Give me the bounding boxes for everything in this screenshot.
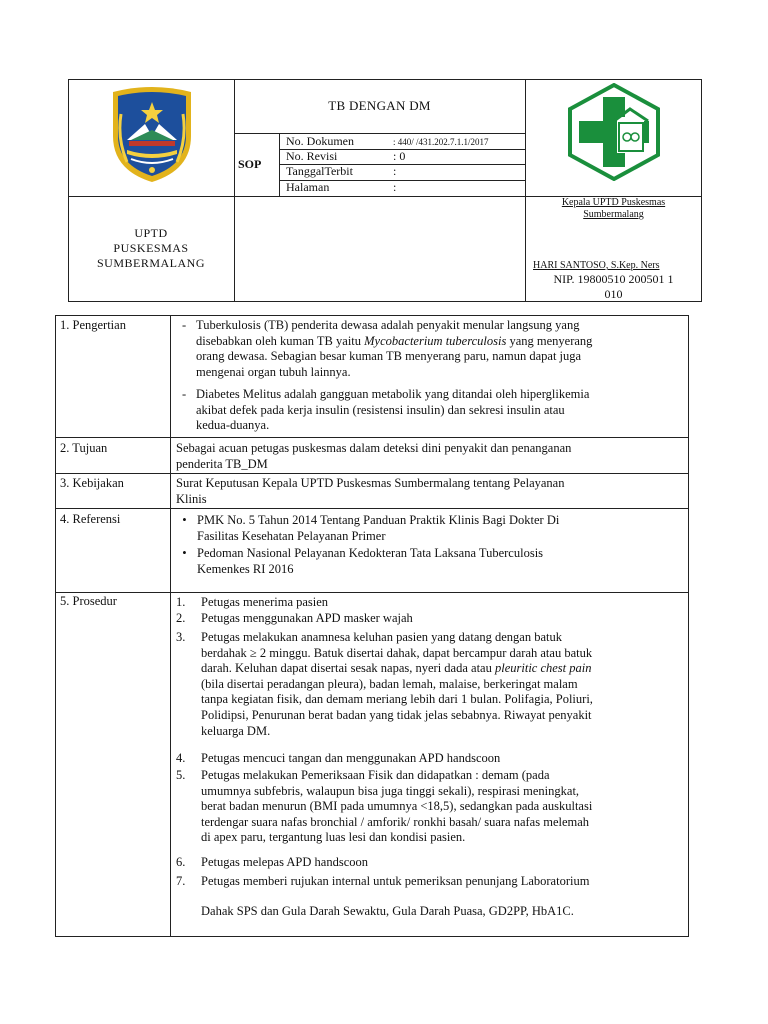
section-label-tujuan: 2. Tujuan <box>60 441 108 455</box>
referensi-item <box>172 546 684 577</box>
header-divider <box>525 79 526 302</box>
approver-nip-line: 010 <box>604 287 623 301</box>
step-number: 4. <box>176 751 186 765</box>
bullet-marker: • <box>182 513 187 527</box>
section-label-prosedur: 5. Prosedur <box>60 594 117 608</box>
text-line: berdahak ≥ 2 minggu. Batuk disertai dahak, dapat bercampur darah atau batuk <box>201 645 593 660</box>
text-line: Pedoman Nasional Pelayanan Kedokteran Tata Laksana Tuberculosis <box>197 546 544 560</box>
text-line: mengenai organ tubuh lainnya. <box>196 364 351 379</box>
text-line: Polidipsi, Penurunan berat badan yang tidak jelas sebabnya. Riwayat penyakit <box>201 707 592 722</box>
text-line: orang dewasa. Sebagian besar kuman TB menyerang paru, namun dapat juga <box>196 349 582 364</box>
text-line: PMK No. 5 Tahun 2014 Tentang Panduan Praktik Klinis Bagi Dokter Di <box>197 513 560 527</box>
tujuan-text <box>176 441 684 472</box>
organization-line: PUSKESMAS <box>113 241 189 255</box>
text-line: Petugas menggunakan APD masker wajah <box>201 611 413 625</box>
meta-label: No. Dokumen <box>286 134 354 148</box>
pengertian-item <box>176 318 684 380</box>
organization-line: SUMBERMALANG <box>96 256 205 270</box>
procedure-step <box>176 768 684 846</box>
text-line: akibat defek pada kerja insulin (resistensi insulin) dan sekresi insulin atau <box>196 402 565 417</box>
section-label-pengertian: 1. Pengertian <box>60 318 126 332</box>
text-line: disebabkan oleh kuman TB yaitu Mycobacterium tuberculosis yang menyerang <box>196 333 593 348</box>
text-line: Petugas menerima pasien <box>201 595 329 609</box>
procedure-step <box>176 874 684 919</box>
step-number: 7. <box>176 874 186 888</box>
approver-name: HARI SANTOSO, S.Kep. Ners <box>533 260 660 271</box>
meta-value: : <box>393 180 397 194</box>
meta-value: : 0 <box>393 149 406 163</box>
procedure-step <box>176 751 684 767</box>
approver-title <box>525 197 702 221</box>
text-line: penderita TB_DM <box>176 456 268 471</box>
procedure-step <box>176 855 684 871</box>
sop-label: SOP <box>238 157 262 171</box>
step-number: 6. <box>176 855 186 869</box>
approver-title-line: Kepala UPTD Puskesmas <box>561 197 666 208</box>
table-divider <box>170 315 171 937</box>
step-number: 5. <box>176 768 186 782</box>
text-line: Petugas mencuci tangan dan menggunakan APD handscoon <box>201 751 501 765</box>
text-line: Petugas melakukan anamnesa keluhan pasien yang datang dengan batuk <box>201 630 562 644</box>
text-line: Tuberkulosis (TB) penderita dewasa adalah penyakit menular langsung yang <box>196 318 580 332</box>
text-line: berat badan menurun (BMI pada umumnya <18,5), sedangkan pada auskultasi <box>201 799 593 814</box>
referensi-item <box>172 513 684 544</box>
pengertian-item <box>176 387 684 434</box>
text-line: kedua-duanya. <box>196 418 270 433</box>
dash-marker: - <box>182 387 187 401</box>
text-line: Petugas melepas APD handscoon <box>201 855 368 869</box>
step-number: 2. <box>176 611 186 625</box>
text-line: darah. Keluhan dapat disertai sesak napas, nyeri dada atau pleuritic chest pain <box>201 661 592 676</box>
text-line: Sebagai acuan petugas puskesmas dalam deteksi dini penyakit dan penanganan <box>176 441 572 455</box>
text-line: (bila disertai peradangan pleura), badan lemah, malaise, berkeringat malam <box>201 676 578 691</box>
text-line: Klinis <box>176 491 207 506</box>
table-divider <box>55 437 689 438</box>
step-number: 1. <box>176 595 186 609</box>
meta-value: : <box>393 164 397 178</box>
dash-marker: - <box>182 318 187 332</box>
text-line: Petugas memberi rujukan internal untuk pemeriksan penunjang Laboratorium <box>201 874 590 888</box>
procedure-step <box>176 630 684 739</box>
meta-label: No. Revisi <box>286 149 338 163</box>
text-line: Kemenkes RI 2016 <box>197 561 294 576</box>
table-divider <box>55 508 689 509</box>
text-line: di apex paru, tergantung luas lesi dan kondisi pasien. <box>201 830 466 845</box>
text-line: Petugas melakukan Pemeriksaan Fisik dan didapatkan : demam (pada <box>201 768 550 782</box>
procedure-step <box>176 595 684 611</box>
text-line: tanpa kegiatan fisik, dan demam meriang lebih dari 1 bulan. Polifagia, Poliuri, <box>201 692 593 707</box>
table-divider <box>55 592 689 593</box>
approver-nip-line: NIP. 19800510 200501 1 <box>553 272 674 286</box>
text-line: Surat Keputusan Kepala UPTD Puskesmas Sumbermalang tentang Pelayanan <box>176 476 565 490</box>
kebijakan-text <box>176 476 684 507</box>
step-number: 3. <box>176 630 186 644</box>
regional-crest-logo <box>107 84 197 184</box>
text-line: Diabetes Melitus adalah gangguan metabolik yang ditandai oleh hiperglikemia <box>196 387 590 401</box>
meta-label: TanggalTerbit <box>286 164 353 178</box>
approver-nip <box>525 272 702 302</box>
text-line: umumnya subfebris, walaupun bisa juga tinggi sekali), respirasi meningkat, <box>201 783 580 798</box>
approver-title-line: Sumbermalang <box>583 209 644 220</box>
text-line: Dahak SPS dan Gula Darah Sewaktu, Gula Darah Puasa, GD2PP, HbA1C. <box>201 903 574 918</box>
organization-line: UPTD <box>134 226 168 240</box>
procedure-step <box>176 611 684 627</box>
header-divider <box>234 133 525 134</box>
section-label-kebijakan: 3. Kebijakan <box>60 476 124 490</box>
puskesmas-logo <box>564 83 664 181</box>
meta-label: Halaman <box>286 180 330 194</box>
section-label-referensi: 4. Referensi <box>60 512 121 526</box>
table-divider <box>55 473 689 474</box>
meta-value: : 440/ /431.202.7.1.1/2017 <box>393 137 489 147</box>
organization-name <box>68 226 234 271</box>
bullet-marker: • <box>182 546 187 560</box>
text-line: terdengar suara nafas bronchial / amforik/ ronkhi basah/ suara nafas melemah <box>201 814 590 829</box>
text-line: keluarga DM. <box>201 723 271 738</box>
text-line: Fasilitas Kesehatan Pelayanan Primer <box>197 528 386 543</box>
document-title: TB DENGAN DM <box>328 98 431 113</box>
